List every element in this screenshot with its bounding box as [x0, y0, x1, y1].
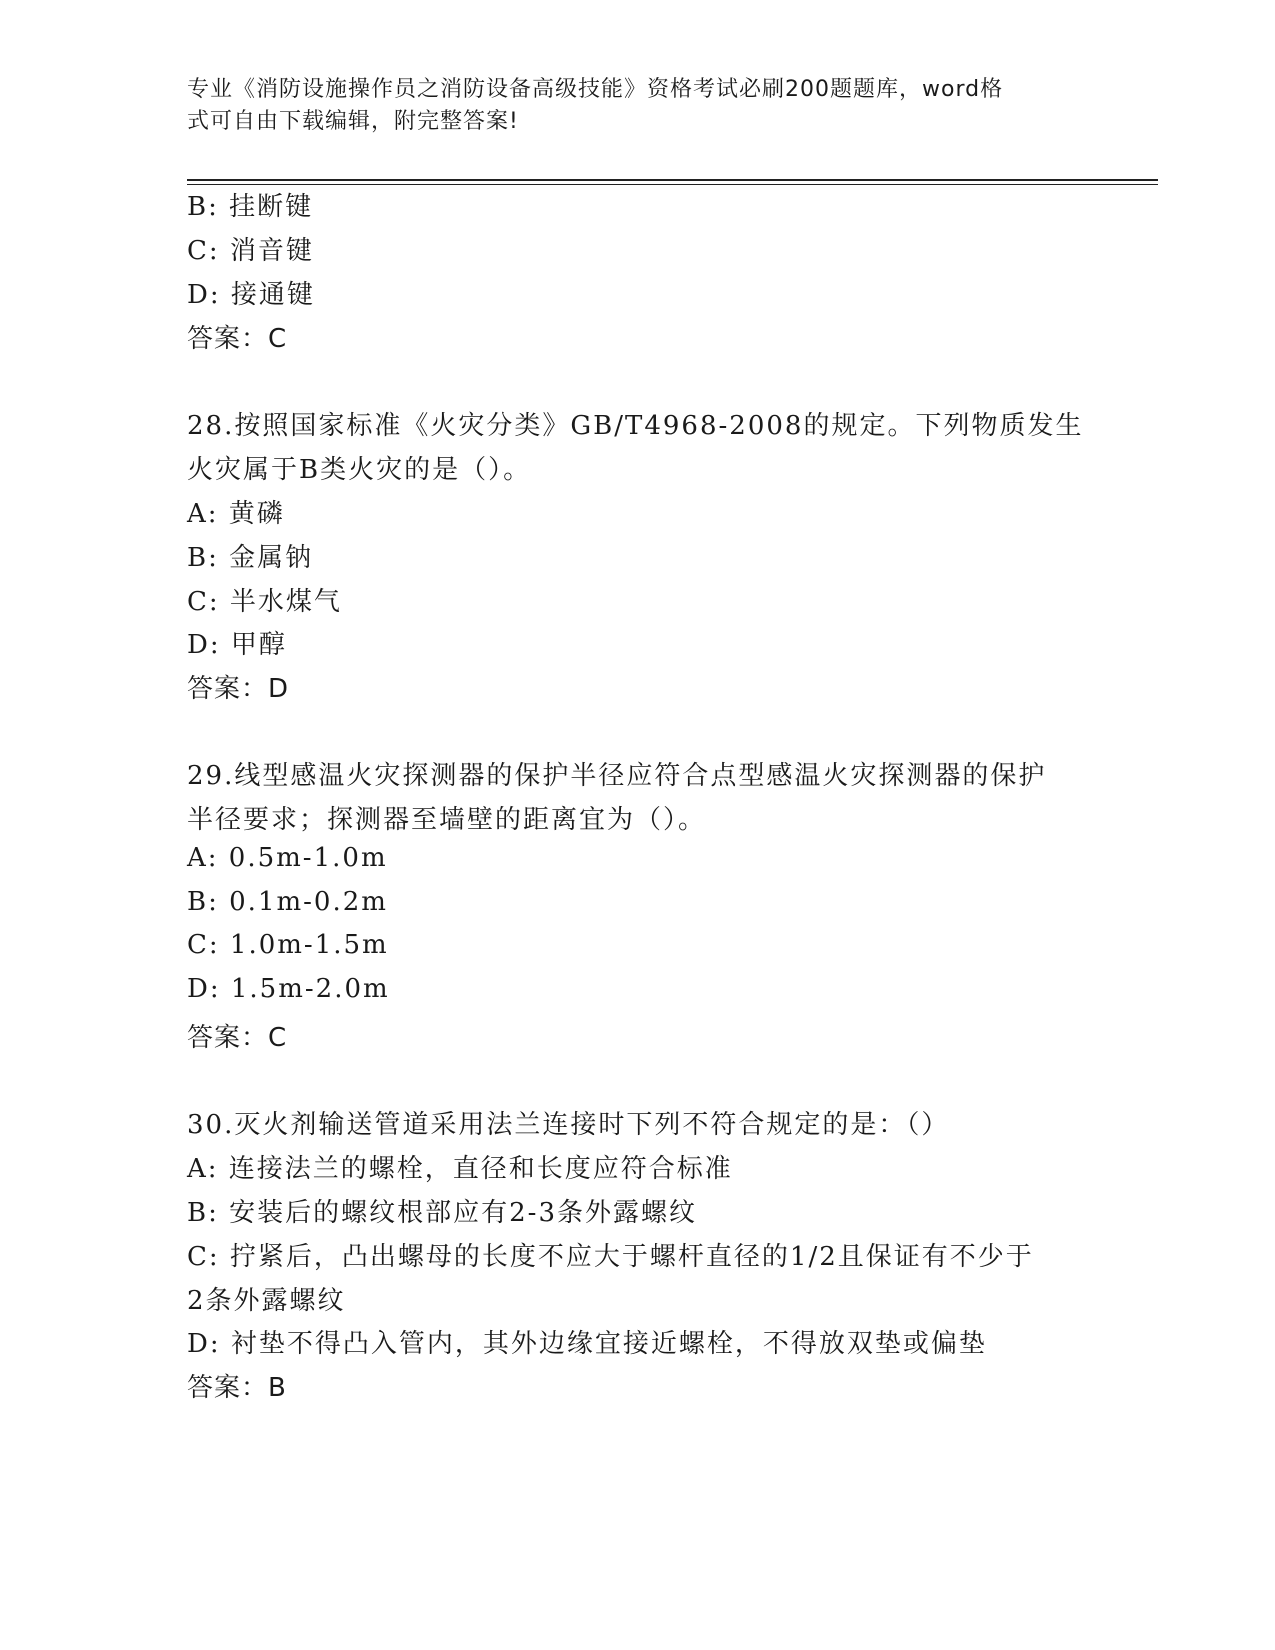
q29-option-a: A: 0.5m-1.0m: [187, 843, 388, 873]
q29-option-d: D: 1.5m-2.0m: [187, 974, 390, 1004]
q28-option-b: B: 金属钠: [187, 543, 314, 573]
prev-option-b: B: 挂断键: [187, 192, 314, 222]
header-divider-thin: [187, 184, 1158, 185]
q30-answer: 答案：B: [187, 1373, 287, 1403]
q29-answer: 答案：C: [187, 1023, 288, 1053]
q30-stem: 30.灭火剂输送管道采用法兰连接时下列不符合规定的是：（）: [187, 1110, 950, 1140]
q28-option-a: A: 黄磷: [187, 499, 285, 529]
q30-option-c-line-2: 2条外露螺纹: [187, 1286, 346, 1316]
q28-option-c: C: 半水煤气: [187, 587, 342, 617]
q30-option-d: D: 衬垫不得凸入管内，其外边缘宜接近螺栓，不得放双垫或偏垫: [187, 1329, 987, 1359]
prev-answer: 答案：C: [187, 324, 288, 354]
q30-option-a: A: 连接法兰的螺栓，直径和长度应符合标准: [187, 1154, 733, 1184]
document-header: [187, 74, 1087, 138]
prev-option-d: D: 接通键: [187, 280, 315, 310]
q29-stem-line-2: 半径要求；探测器至墙壁的距离宜为（）。: [187, 805, 707, 835]
q28-stem-line-2: 火灾属于B类火灾的是（）。: [187, 455, 532, 485]
q28-answer: 答案：D: [187, 674, 290, 704]
q30-option-c-line-1: C: 拧紧后，凸出螺母的长度不应大于螺杆直径的1/2且保证有不少于: [187, 1242, 1034, 1272]
header-divider-thick: [187, 179, 1158, 181]
q30-option-b: B: 安装后的螺纹根部应有2-3条外露螺纹: [187, 1198, 698, 1228]
q29-option-b: B: 0.1m-0.2m: [187, 887, 388, 917]
prev-option-c: C: 消音键: [187, 236, 314, 266]
header-line-2: 式可自由下载编辑，附完整答案!: [187, 109, 519, 134]
q29-stem-line-1: 29.线型感温火灾探测器的保护半径应符合点型感温火灾探测器的保护: [187, 761, 1047, 791]
q28-option-d: D: 甲醇: [187, 630, 287, 660]
q28-stem-line-1: 28.按照国家标准《火灾分类》GB/T4968-2008的规定。下列物质发生: [187, 411, 1084, 441]
header-line-1: 专业《消防设施操作员之消防设备高级技能》资格考试必刷200题题库，word格: [187, 77, 1004, 102]
q29-option-c: C: 1.0m-1.5m: [187, 930, 389, 960]
